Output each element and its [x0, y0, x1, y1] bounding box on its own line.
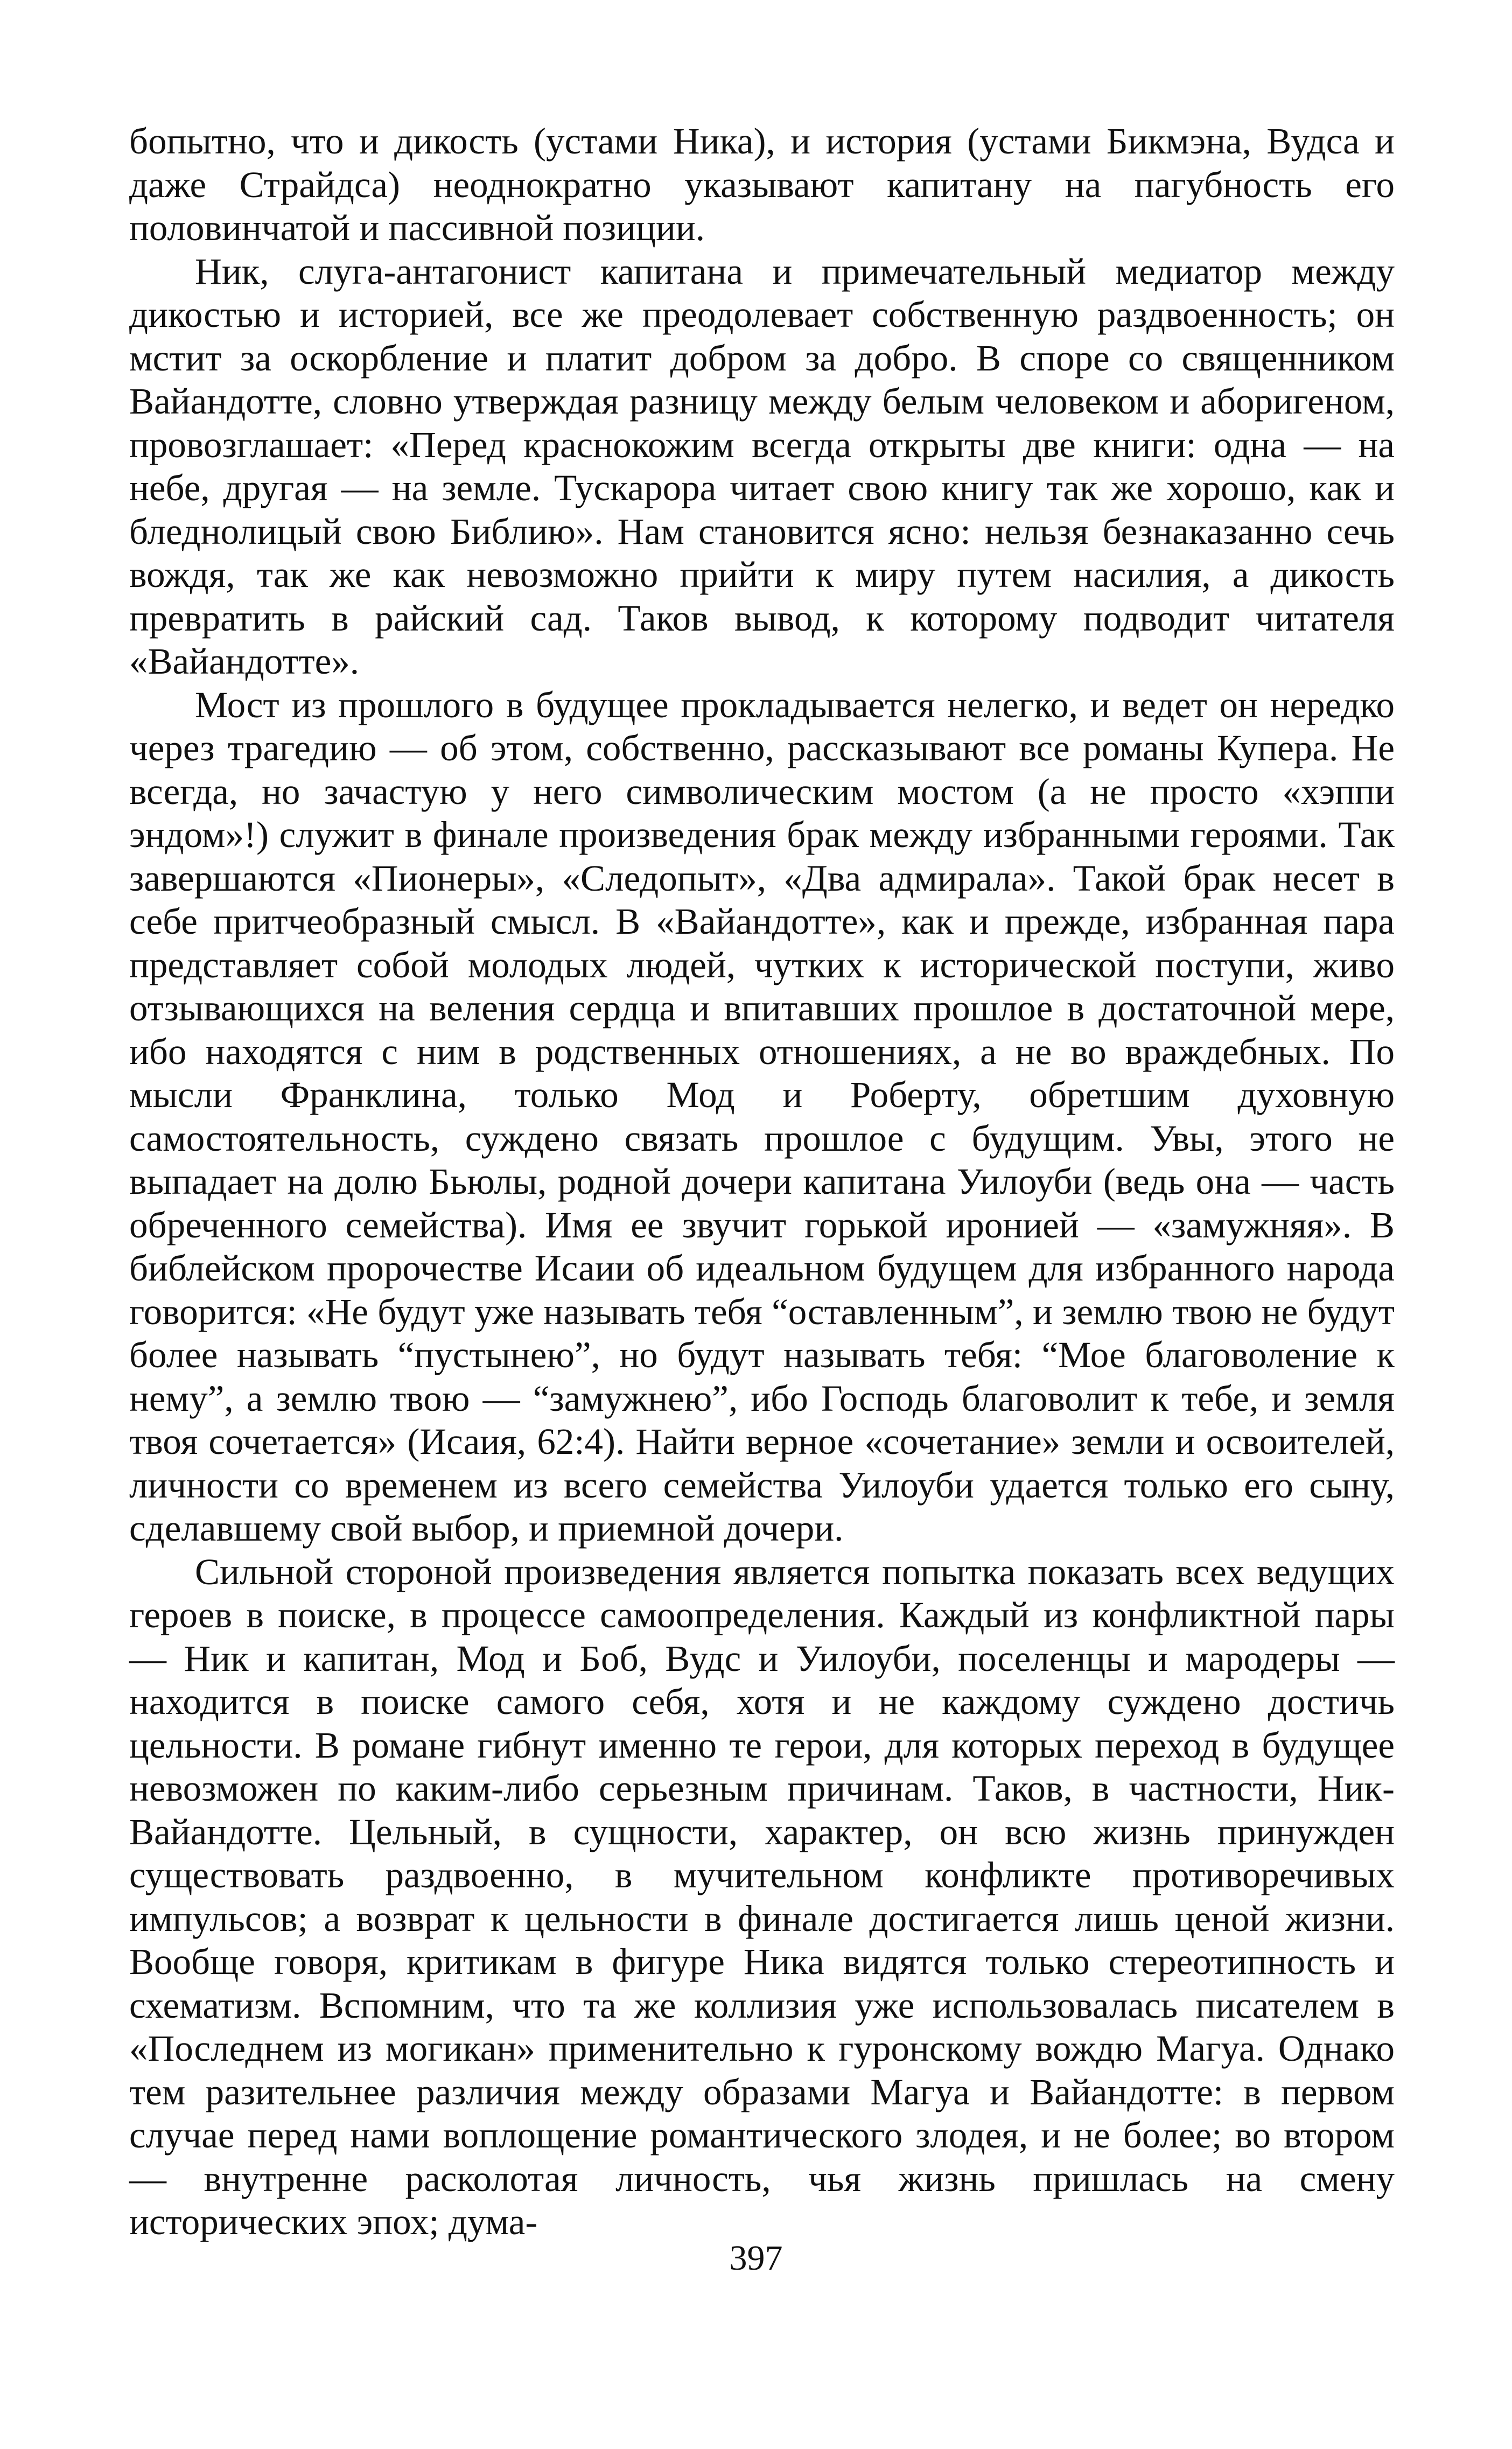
page-number: 397 [729, 2238, 783, 2278]
paragraph-1: бопытно, что и дикость (устами Ника), и история (устами Бикмэна, Вудса и даже Страйдса) неоднократно указывают капитану на пагубность его половинчатой и пассивной позиции. [129, 121, 1395, 248]
paragraph-4: Сильной стороной произведения является попытка показать всех ведущих героев в поиске, в процессе самоопределения. Каждый из конфликтной пары — Ник и капитан, Мод и Боб, Вудс и Уилоуби, поселенцы и мародеры — находится в поиске самого себя, хотя и не каждому суждено достичь цельности. В романе гибнут именно те герои, для которых переход в будущее невозможен по каким-либо серьезным причинам. Таков, в частности, Ник-Вайандотте. Цельный, в сущности, характер, он всю жизнь принужден существовать раздвоенно, в мучительном конфликте противоречивых импульсов; а возврат к цельности в финале достигается лишь ценой жизни. Вообще говоря, критикам в фигуре Ника видятся только стереотипность и схематизм. Вспомним, что та же коллизия уже использовалась писателем в «Последнем из могикан» применительно к гуронскому вождю Магуа. Однако тем разительнее различия между образами Магуа и Вайандотте: в первом случае перед нами воплощение романтического злодея, и не более; во втором — внутренне расколотая личность, чья жизнь пришлась на смену исторических эпох; дума- [129, 1551, 1395, 2242]
paragraph-3: Мост из прошлого в будущее прокладывается нелегко, и ведет он нередко через трагедию — об этом, собственно, рассказывают все романы Купера. Не всегда, но зачастую у него символическим мостом (а не просто «хэппи эндом»!) служит в финале произведения брак между избранными героями. Так завершаются «Пионеры», «Следопыт», «Два адмирала». Такой брак несет в себе притчеобразный смысл. В «Вайандотте», как и прежде, избранная пара представляет собой молодых людей, чутких к исторической поступи, живо отзывающихся на веления сердца и впитавших прошлое в достаточной мере, ибо находятся с ним в родственных отношениях, а не во враждебных. По мысли Франклина, только Мод и Роберту, обретшим духовную самостоятельность, суждено связать прошлое с будущим. Увы, этого не выпадает на долю Бьюлы, родной дочери капитана Уилоуби (ведь она — часть обреченного семейства). Имя ее звучит горькой иронией — «замужняя». В библейском пророчестве Исаии об идеальном будущем для избранного народа говорится: «Не будут уже называть тебя “оставленным”, и землю твою не будут более называть “пустынею”, но будут называть тебя: “Мое благоволение к нему”, а землю твою — “замужнею”, ибо Господь благоволит к тебе, и земля твоя сочетается» (Исаия, 62:4). Найти верное «сочетание» земли и освоителей, личности со временем из всего семейства Уилоуби удается только его сыну, сделавшему свой выбор, и приемной дочери. [129, 684, 1395, 1549]
paragraph-2: Ник, слуга-антагонист капитана и примечательный медиатор между дикостью и историей, все же преодолевает собственную раздвоенность; он мстит за оскорбление и платит добром за добро. В споре со священником Вайандотте, словно утверждая разницу между белым человеком и аборигеном, провозглашает: «Перед краснокожим всегда открыты две книги: одна — на небе, другая — на земле. Тускарора читает свою книгу так же хорошо, как и бледнолицый свою Библию». Нам становится ясно: нельзя безнаказанно сечь вождя, так же как невозможно прийти к миру путем насилия, а дикость превратить в райский сад. Таков вывод, к которому подводит читателя «Вайандотте». [129, 250, 1395, 682]
body-text [129, 120, 1395, 2244]
